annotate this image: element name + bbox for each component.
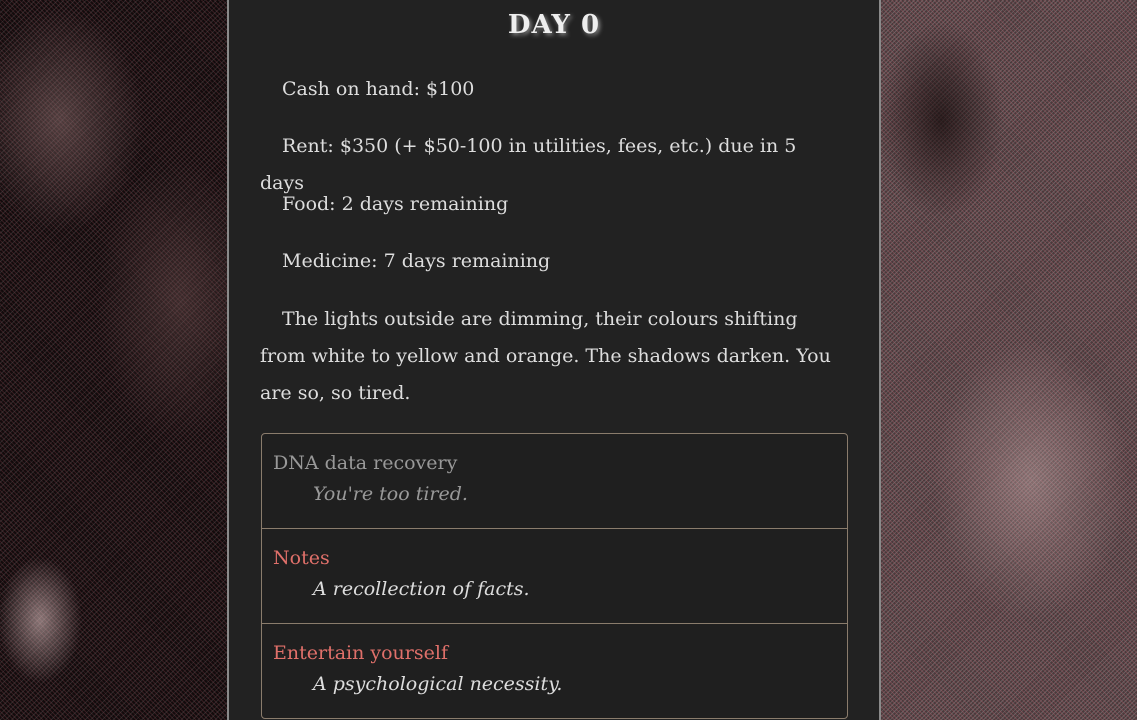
background-art-right (881, 0, 1137, 720)
choice-description: A recollection of facts. (313, 578, 530, 600)
choice-description: A psychological necessity. (313, 673, 563, 695)
choice-description: You're too tired. (313, 483, 468, 505)
day-title: DAY 0 (507, 10, 601, 40)
medicine-status: Medicine: 7 days remaining (282, 250, 551, 272)
choice-notes[interactable] (262, 528, 847, 623)
choice-entertain-yourself[interactable] (262, 623, 847, 718)
rent-status: Rent: $350 (+ $50-100 in utilities, fees, etc.) due in 5 days (260, 135, 797, 194)
choice-list (261, 433, 848, 719)
background-art-left (0, 0, 227, 720)
story-panel (227, 0, 881, 720)
choice-title[interactable]: Notes (273, 547, 330, 569)
choice-dna-data-recovery (262, 434, 847, 528)
narrative-text: The lights outside are dimming, their colours shifting from white to yellow and orange. The shadows darken. You are so, so tired. (260, 308, 831, 404)
choice-title: DNA data recovery (273, 452, 458, 474)
choice-title[interactable]: Entertain yourself (273, 642, 448, 664)
food-status: Food: 2 days remaining (282, 193, 509, 215)
cash-status: Cash on hand: $100 (282, 78, 475, 100)
